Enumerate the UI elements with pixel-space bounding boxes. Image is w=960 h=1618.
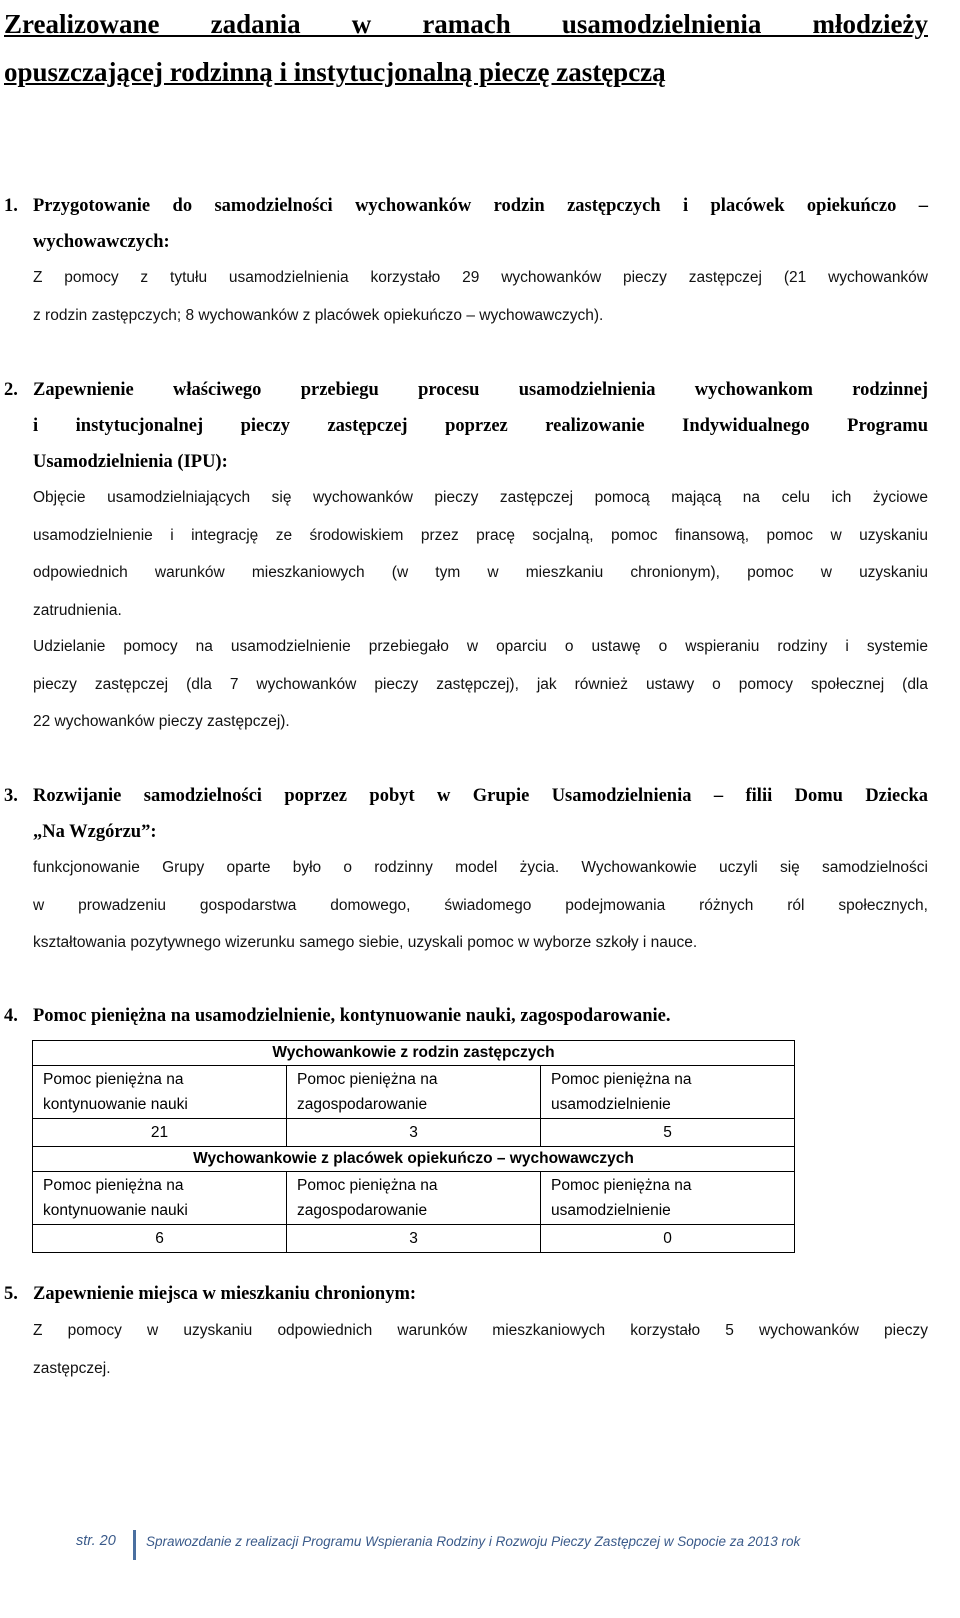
table-cell-label: Pomoc pieniężna na usamodzielnienie [541,1172,795,1225]
table-cell-label: Pomoc pieniężna na kontynuowanie nauki [33,1066,287,1119]
heading-line: wychowawczych: [33,232,170,252]
paragraph-line: Udzielanie pomocy na usamodzielnienie przebiegało w oparciu o ustawę o wspieraniu rodziny i systemie [33,638,928,655]
section-number: 2. [4,380,18,400]
section-number: 4. [4,1006,18,1026]
page-footer [0,1530,960,1560]
table-row [33,1225,795,1253]
table-cell-label: Pomoc pieniężna na usamodzielnienie [541,1066,795,1119]
paragraph-line: w prowadzeniu gospodarstwa domowego, świadomego podejmowania różnych ról społecznych, [33,896,928,914]
section-3-heading [4,778,928,850]
footer-divider [133,1530,136,1560]
table-cell-value: 3 [287,1119,541,1147]
heading-line: Zapewnienie miejsca w mieszkaniu chronionym: [33,1284,417,1304]
heading-line: Zapewnienie właściwego przebiegu procesu usamodzielnienia wychowankom rodzinnej [33,380,928,400]
paragraph-line: odpowiednich warunków mieszkaniowych (w tym w mieszkaniu chronionym), pomoc w uzyskaniu [33,564,928,581]
section-5-paragraph [33,1312,928,1387]
table-cell-value: 6 [33,1225,287,1253]
table-row [33,1119,795,1147]
section-2-paragraph-1 [33,479,928,629]
table-row [33,1147,795,1172]
grants-table [32,1040,795,1253]
table-cell-label: Pomoc pieniężna na zagospodarowanie [287,1066,541,1119]
paragraph-line: zastępczej. [33,1359,111,1377]
footer-document-title: Sprawozdanie z realizacji Programu Wspierania Rodziny i Rozwoju Pieczy Zastępczej w Sopocie za 2013 rok [146,1534,801,1549]
table-row [33,1041,795,1066]
section-number: 1. [4,196,18,216]
section-1-heading [4,188,928,260]
heading-line: Usamodzielnienia (IPU): [33,452,228,472]
table-cell-value: 0 [541,1225,795,1253]
paragraph-line: Z pomocy w uzyskaniu odpowiednich warunków mieszkaniowych korzystało 5 wychowanków pieczy [33,1322,928,1339]
heading-line: Pomoc pieniężna na usamodzielnienie, kontynuowanie nauki, zagospodarowanie. [33,1006,671,1026]
paragraph-line: 22 wychowanków pieczy zastępczej). [33,713,290,730]
table-cell-value: 21 [33,1119,287,1147]
page-title [4,0,928,96]
section-2-paragraph-2 [33,628,928,741]
heading-line: „Na Wzgórzu”: [33,822,157,842]
section-3-paragraph [33,849,928,962]
section-5-heading [4,1276,928,1312]
paragraph-line: pieczy zastępczej (dla 7 wychowanków pieczy zastępczej), jak również ustawy o pomocy społecznej (dla [33,675,928,693]
section-2-heading [4,372,928,480]
paragraph-line: kształtowania pozytywnego wizerunku samego siebie, uzyskali pomoc w wyborze szkoły i nauce. [33,934,698,951]
heading-line: Przygotowanie do samodzielności wychowanków rodzin zastępczych i placówek opiekuńczo – [33,196,928,216]
table-group-header: Wychowankowie z rodzin zastępczych [33,1041,795,1066]
paragraph-line: Objęcie usamodzielniających się wychowanków pieczy zastępczej pomocą mającą na celu ich życiowe [33,489,928,506]
table-row [33,1172,795,1225]
section-1-paragraph [33,259,928,334]
table-cell-value: 5 [541,1119,795,1147]
table-cell-value: 3 [287,1225,541,1253]
paragraph-line: zatrudnienia. [33,601,122,619]
paragraph-line: Z pomocy z tytułu usamodzielnienia korzystało 29 wychowanków pieczy zastępczej (21 wychowanków [33,269,928,286]
heading-line: Rozwijanie samodzielności poprzez pobyt w Grupie Usamodzielnienia – filii Domu Dziecka [33,786,928,806]
section-4-heading [4,998,928,1034]
table-cell-label: Pomoc pieniężna na zagospodarowanie [287,1172,541,1225]
heading-line: i instytucjonalnej pieczy zastępczej poprzez realizowanie Indywidualnego Programu [33,416,928,436]
table-row [33,1066,795,1119]
section-number: 3. [4,786,18,806]
paragraph-line: funkcjonowanie Grupy oparte było o rodzinny model życia. Wychowankowie uczyli się samodzielności [33,859,928,876]
title-line-2: opuszczającej rodzinną i instytucjonalną pieczę zastępczą [4,57,666,87]
section-number: 5. [4,1284,18,1304]
paragraph-line: usamodzielnienie i integrację ze środowiskiem przez pracę socjalną, pomoc finansową, pomoc w uzyskaniu [33,526,928,544]
table-group-header: Wychowankowie z placówek opiekuńczo – wychowawczych [33,1147,795,1172]
table-cell-label: Pomoc pieniężna na kontynuowanie nauki [33,1172,287,1225]
paragraph-line: z rodzin zastępczych; 8 wychowanków z placówek opiekuńczo – wychowawczych). [33,306,604,324]
page-number: str. 20 [76,1533,116,1549]
title-line-1: Zrealizowane zadania w ramach usamodzielnienia młodzieży [4,9,928,39]
